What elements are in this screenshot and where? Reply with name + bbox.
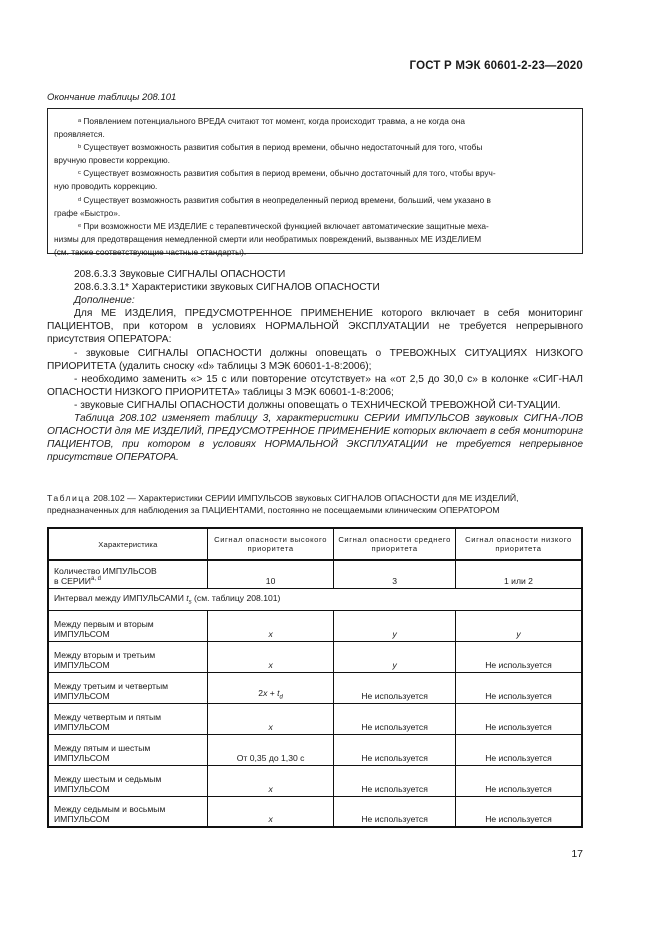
- cell-high: $2x + t_d$: [207, 672, 333, 703]
- table-caption-word: Таблица: [47, 493, 91, 503]
- footnote-b-line2: вручную провести коррекцию.: [54, 155, 170, 166]
- row-label: Количество ИМПУЛЬСОВ в СЕРИИ$^{a, d}$: [48, 560, 207, 588]
- table-caption-line2: предназначенных для наблюдения за ПАЦИЕНТАМИ, постоянно не посещаемыми клиническим ОПЕРАТОРОМ: [47, 505, 500, 516]
- cell-mid: Не используется: [334, 672, 456, 703]
- table-row: [48, 641, 582, 672]
- cell-mid: y: [334, 610, 456, 641]
- footnote-c-line1: ᶜ Существует возможность развития события в период времени, обычно достаточный для того, чтобы вруч-: [78, 168, 496, 179]
- cell-low: Не используется: [455, 641, 582, 672]
- table-row: [48, 796, 582, 827]
- row-label: Между шестым и седьмым ИМПУЛЬСОМ: [48, 765, 207, 796]
- paragraph-1: Для МЕ ИЗДЕЛИЯ, ПРЕДУСМОТРЕННОЕ ПРИМЕНЕНИЕ которого включает в себя мониторинг ПАЦИЕНТОВ, при котором в условиях НОРМАЛЬНОЙ ЭКСПЛУАТАЦИИ не требуется непрерывного присутствия ОПЕРАТОРА:: [47, 308, 583, 346]
- table-row: [48, 703, 582, 734]
- cell-low: Не используется: [455, 796, 582, 827]
- header-high-priority: Сигнал опасности высокого приоритета: [207, 528, 333, 560]
- cell-low: Не используется: [455, 734, 582, 765]
- header-characteristic: Характеристика: [48, 528, 207, 560]
- cell-high: x: [207, 610, 333, 641]
- footnote-e-line1: ᵉ При возможности МЕ ИЗДЕЛИЕ с терапевтической функцией включает автоматические защитные меха-: [78, 220, 489, 231]
- cell-low: Не используется: [455, 703, 582, 734]
- section-208-6-3-3-1: 208.6.3.3.1* Характеристики звуковых СИГНАЛОВ ОПАСНОСТИ: [74, 282, 380, 294]
- footnote-c-line2: ную проводить коррекцию.: [54, 181, 158, 192]
- row-label: Между пятым и шестым ИМПУЛЬСОМ: [48, 734, 207, 765]
- row-label: Между первым и вторым ИМПУЛЬСОМ: [48, 610, 207, 641]
- table-row: [48, 560, 582, 588]
- cell-mid: Не используется: [334, 765, 456, 796]
- table-row: [48, 734, 582, 765]
- cell-high: x: [207, 703, 333, 734]
- cell-low: Не используется: [455, 765, 582, 796]
- page-number: 17: [571, 848, 583, 860]
- footnote-d-line2: графе «Быстро».: [54, 207, 121, 218]
- cell-low: y: [455, 610, 582, 641]
- body-text: [47, 268, 583, 464]
- footnote-a-line1: ᵃ Появлением потенциального ВРЕДА считают тот момент, когда происходит травма, а не когда она: [78, 116, 465, 126]
- footnote-d-line1: ᵈ Существует возможность развития события в неопределенный период времени, больший, чем указано в: [78, 194, 491, 205]
- cell-mid: 3: [334, 560, 456, 588]
- cell-high: x: [207, 765, 333, 796]
- table-caption-rest: 208.102 — Характеристики СЕРИИ ИМПУЛЬСОВ звуковых СИГНАЛОВ ОПАСНОСТИ для МЕ ИЗДЕЛИЙ,: [90, 493, 519, 503]
- footnote-e-line2: низмы для предотвращения немедленной смерти или необратимых повреждений, вызванных МЕ ИЗДЕЛИЕМ: [54, 233, 482, 244]
- header-medium-priority: Сигнал опасности среднего приоритета: [334, 528, 456, 560]
- cell-high: x: [207, 796, 333, 827]
- table-header-row: [48, 528, 582, 560]
- footnote-a-line2: проявляется.: [54, 129, 105, 140]
- table-row: [48, 610, 582, 641]
- cell-mid: Не используется: [334, 796, 456, 827]
- section-208-6-3-3: 208.6.3.3 Звуковые СИГНАЛЫ ОПАСНОСТИ: [74, 269, 286, 280]
- table-row: [48, 765, 582, 796]
- interval-heading: Интервал между ИМПУЛЬСАМИ $t_s$ (см. таблицу 208.101): [48, 588, 582, 610]
- cell-low: 1 или 2: [455, 560, 582, 588]
- bullet-1: - звуковые СИГНАЛЫ ОПАСНОСТИ должны оповещать о ТРЕВОЖНЫХ СИТУАЦИЯХ НИЗКОГО ПРИОРИТЕТА (удалить сноску «d» таблицы 3 МЭК 60601-1-8:2006);: [47, 347, 583, 372]
- cell-high: 10: [207, 560, 333, 588]
- paragraph-2: Таблица 208.102 изменяет таблицу 3, характеристики СЕРИИ ИМПУЛЬСОВ звуковых СИГНА-ЛОВ ОПАСНОСТИ для МЕ ИЗДЕЛИЙ, ПРЕДУСМОТРЕННОЕ ПРИМЕНЕНИЕ которых включает в себя мониторинг ПАЦИЕНТОВ, при котором в условиях НОРМАЛЬНОЙ ЭКСПЛУАТАЦИИ не требуется непрерывное присутствие ОПЕРАТОРА.: [47, 413, 583, 464]
- header-low-priority: Сигнал опасности низкого приоритета: [455, 528, 582, 560]
- footnotes-box: [47, 108, 583, 257]
- bullet-2: - необходимо заменить «> 15 с или повторение отсутствует» на «от 2,5 до 30,0 с» в колонке «СИГ-НАЛ ОПАСНОСТИ НИЗКОГО ПРИОРИТЕТА» таблицы 3 МЭК 60601-1-8:2006;: [47, 373, 583, 398]
- cell-mid: Не используется: [334, 703, 456, 734]
- footnote-b-line1: ᵇ Существует возможность развития события в период времени, обычно недостаточный для того, чтобы: [78, 142, 483, 153]
- row-label: Между седьмым и восьмым ИМПУЛЬСОМ: [48, 796, 207, 827]
- table-caption: [47, 492, 583, 516]
- footnote-e-line3: (см. также соответствующие частные стандарты).: [54, 246, 247, 257]
- bullet-3: - звуковые СИГНАЛЫ ОПАСНОСТИ должны оповещать о ТЕХНИЧЕСКОЙ ТРЕВОЖНОЙ СИ-ТУАЦИИ.: [74, 399, 561, 411]
- cell-mid: y: [334, 641, 456, 672]
- pulse-characteristics-table: [47, 527, 583, 828]
- cell-high: x: [207, 641, 333, 672]
- standard-header: ГОСТ Р МЭК 60601-2-23—2020: [409, 60, 583, 72]
- cell-high: От 0,35 до 1,30 с: [207, 734, 333, 765]
- addition-label: Дополнение:: [74, 295, 135, 307]
- row-label: Между вторым и третьим ИМПУЛЬСОМ: [48, 641, 207, 672]
- row-label: Между третьим и четвертым ИМПУЛЬСОМ: [48, 672, 207, 703]
- cell-low: Не используется: [455, 672, 582, 703]
- table-end-caption: Окончание таблицы 208.101: [47, 92, 177, 103]
- cell-mid: Не используется: [334, 734, 456, 765]
- table-row: [48, 672, 582, 703]
- table-row-interval: [48, 588, 582, 610]
- row-label: Между четвертым и пятым ИМПУЛЬСОМ: [48, 703, 207, 734]
